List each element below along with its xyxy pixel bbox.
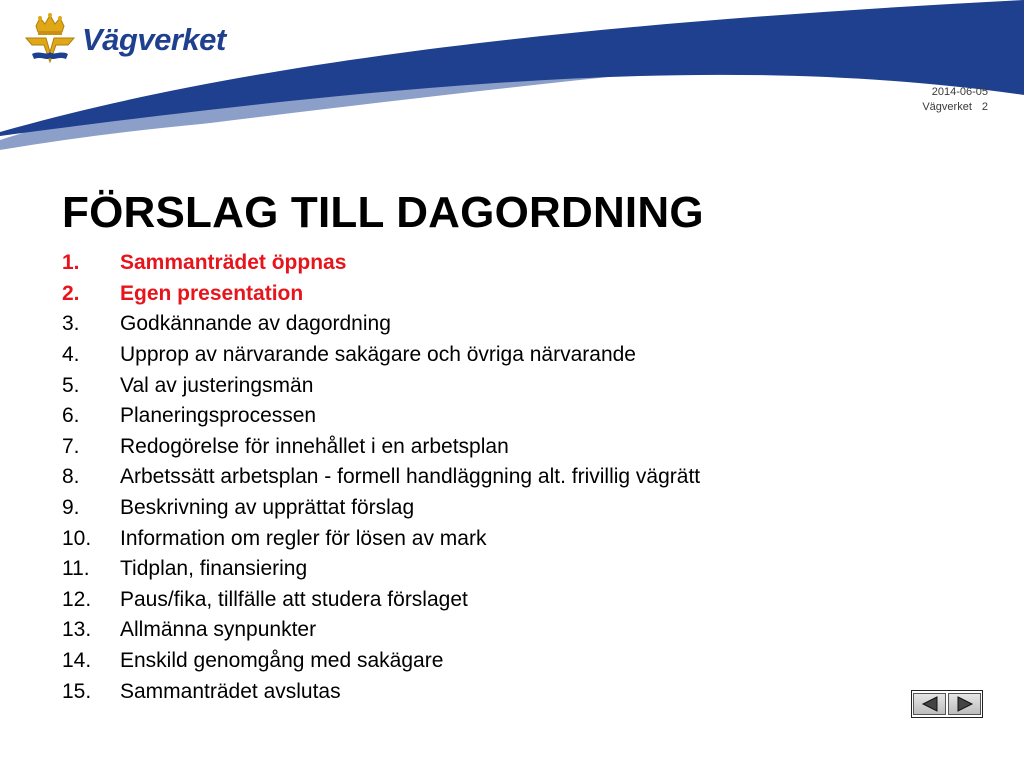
triangle-left-icon xyxy=(921,696,939,712)
crown-emblem-icon xyxy=(22,12,78,70)
agenda-item xyxy=(62,248,700,279)
agenda-item-text: Egen presentation xyxy=(120,281,304,305)
agenda-item xyxy=(62,370,700,401)
agenda-item-number: 14. xyxy=(62,649,92,673)
prev-slide-button[interactable] xyxy=(913,693,946,715)
agenda-list xyxy=(62,248,700,707)
agenda-item xyxy=(62,309,700,340)
agenda-item-number: 8. xyxy=(62,465,80,489)
slide-meta xyxy=(922,85,988,115)
agenda-item-text: Redogörelse för innehållet i en arbetsplan xyxy=(120,434,509,458)
agenda-item-text: Enskild genomgång med sakägare xyxy=(120,649,444,673)
agenda-item-number: 6. xyxy=(62,404,80,428)
agenda-item-text: Tidplan, finansiering xyxy=(120,557,308,581)
agenda-item xyxy=(62,493,700,524)
agenda-item-text: Godkännande av dagordning xyxy=(120,312,391,336)
agenda-item xyxy=(62,432,700,463)
agenda-item-number: 1. xyxy=(62,251,80,275)
agenda-item-number: 3. xyxy=(62,312,80,336)
agenda-item xyxy=(62,401,700,432)
agenda-item-number: 9. xyxy=(62,496,80,520)
agenda-item-number: 2. xyxy=(62,281,80,305)
brand-name: Vägverket xyxy=(82,22,226,57)
agenda-item-text: Val av justeringsmän xyxy=(120,373,314,397)
agenda-item-text: Sammanträdet öppnas xyxy=(120,251,347,275)
agenda-item-number: 11. xyxy=(62,557,90,581)
agenda-item xyxy=(62,462,700,493)
agenda-item-text: Arbetssätt arbetsplan - formell handläggning alt. frivillig vägrätt xyxy=(120,465,701,489)
slide-navigation xyxy=(911,690,983,718)
agenda-item-text: Planeringsprocessen xyxy=(120,404,317,428)
agenda-item xyxy=(62,585,700,616)
logo xyxy=(22,12,237,70)
agenda-item-text: Sammanträdet avslutas xyxy=(120,679,341,703)
agenda-item xyxy=(62,646,700,677)
agenda-item-text: Upprop av närvarande sakägare och övriga närvarande xyxy=(120,343,636,367)
agenda-item-number: 7. xyxy=(62,434,80,458)
page-number: 2 xyxy=(981,101,988,113)
agenda-item-number: 15. xyxy=(62,679,92,703)
agenda-item xyxy=(62,676,700,707)
agenda-item xyxy=(62,554,700,585)
agenda-item-text: Beskrivning av upprättat förslag xyxy=(120,496,415,520)
agenda-item-number: 10. xyxy=(62,526,92,550)
agenda-item-number: 4. xyxy=(62,343,80,367)
agenda-item xyxy=(62,340,700,371)
footer-org: Vägverket xyxy=(922,101,972,113)
agenda-item-text: Information om regler för lösen av mark xyxy=(120,526,487,550)
agenda-item-text: Allmänna synpunkter xyxy=(120,618,317,642)
slide-date: 2014-06-05 xyxy=(931,86,988,98)
slide-footer xyxy=(922,100,988,115)
agenda-item-number: 12. xyxy=(62,587,92,611)
agenda-item xyxy=(62,615,700,646)
next-slide-button[interactable] xyxy=(948,693,981,715)
agenda-item-text: Paus/fika, tillfälle att studera förslaget xyxy=(120,587,468,611)
agenda-item xyxy=(62,279,700,310)
triangle-right-icon xyxy=(956,696,974,712)
agenda-item-number: 13. xyxy=(62,618,92,642)
agenda-item-number: 5. xyxy=(62,373,80,397)
page-title: FÖRSLAG TILL DAGORDNING xyxy=(62,188,704,237)
agenda-item xyxy=(62,523,700,554)
